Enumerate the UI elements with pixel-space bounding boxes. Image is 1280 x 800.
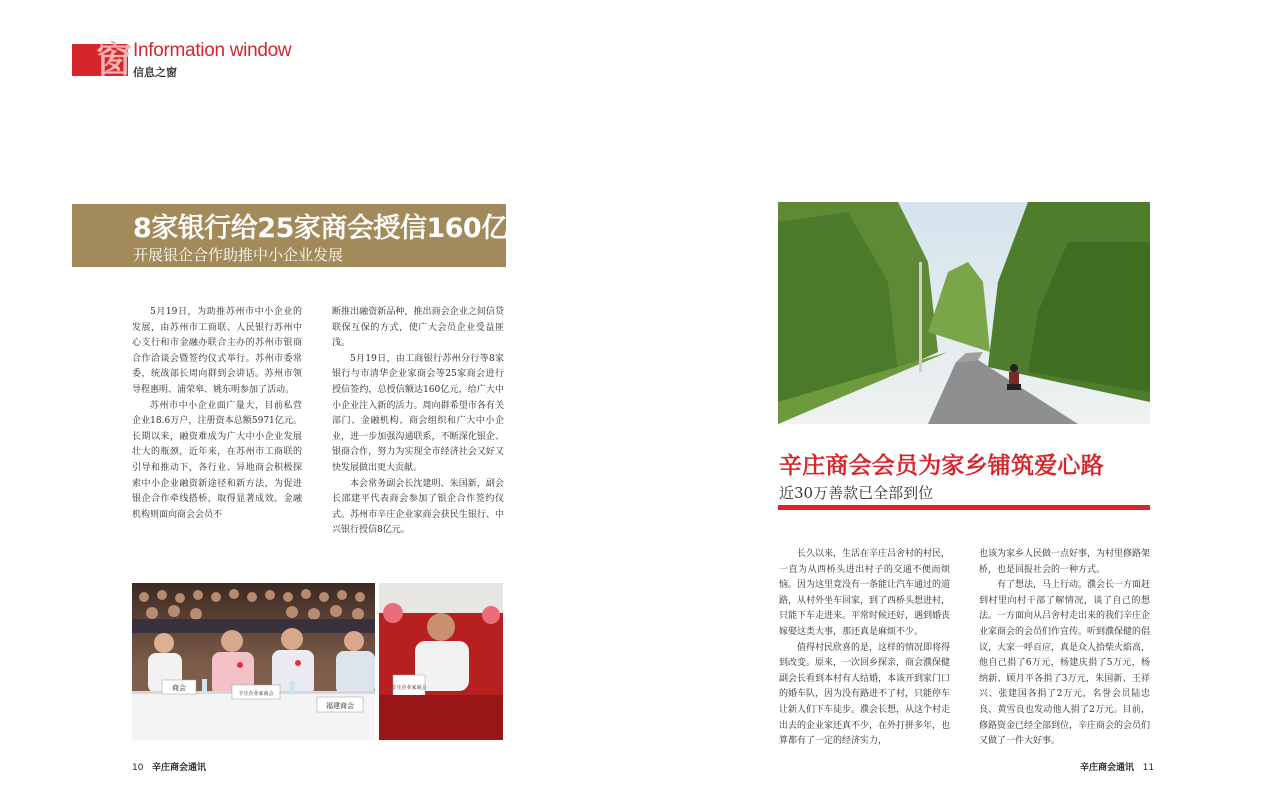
right-article-subtitle: 近30万善款已全部到位 — [779, 484, 934, 502]
paragraph: 5月19日，由工商银行苏州分行等8家银行与市清华企业家商会等25家商会进行授信签约，总授信额达160亿元，给广大中小企业注入新的活力。周向群希望市各有关部门、金融机构、商会组织和广大中小企业，进一步加强沟通联系，不断深化银企、银商合作，努力为实现全市经济社会又好又快发展做出更大贡献。 — [332, 353, 504, 473]
section-title: Information window — [133, 40, 292, 61]
paragraph: 值得村民欣喜的是，这样的情况即将得到改变。原来，一次回乡探亲，商会濮保健副会长看到本村有人结婚，本该开到家门口的婚车队，因为没有路进不了村，只能停车让新人们下车徒步。濮会长想，从这个村走出去的企业家还真不少，在外打拼多年，也算都有了一定的经济实力， — [779, 642, 951, 747]
paragraph: 本会常务副会长沈建明、朱国新，副会长邵建平代表商会参加了银企合作签约仪式。苏州市辛庄企业家商会获民生银行、中兴银行授信8亿元。 — [332, 478, 504, 536]
right-headline-rule — [778, 505, 1150, 510]
village-road-photo — [778, 202, 1150, 424]
left-article-column-1 — [132, 305, 302, 523]
logo-glyph: 窗 — [96, 39, 133, 81]
right-article-column-1 — [779, 547, 950, 750]
paragraph: 也该为家乡人民做一点好事，为村里修路架桥，也是回报社会的一种方式。 — [979, 549, 1151, 575]
paragraph: 长久以来，生活在辛庄吕舍村的村民，一直为从西桥头进出村子的交通不便而烦恼。因为这里竟没有一条能让汽车通过的道路，从村外坐车回家，到了西桥头想进村，只能下车走进来。平常时候还好，遇到婚丧嫁娶这类大事，那还真是麻烦不少。 — [779, 549, 951, 637]
publication-name: 辛庄商会通讯 — [1080, 763, 1135, 773]
nameplate-text: 辛庄企业家商会 — [391, 685, 427, 691]
right-article-column-2 — [979, 547, 1150, 750]
speaker-photo — [379, 583, 503, 740]
meeting-photo — [132, 583, 375, 740]
section-subtitle: 信息之窗 — [133, 66, 177, 79]
left-article-subtitle: 开展银企合作助推中小企业发展 — [133, 246, 344, 264]
page-number: 11 — [1142, 763, 1155, 773]
paragraph: 断推出融资新品种，推出商会企业之间信贷联保互保的方式，使广大会员企业受益匪浅。 — [332, 307, 504, 349]
paragraph: 有了想法，马上行动。濮会长一方面赶到村里向村干部了解情况，谈了自己的想法。一方面向从吕舍村走出来的我们辛庄企业家商会的会员们作宣传。听到濮保健的倡议，大家一呼百应，真是众人拾柴火焰高，他自己捐了6万元，杨建庆捐了5万元，杨纳新、顾月平各捐了3万元，朱国新、王祥兴、张建国各捐了2万元，名誉会员陆忠良、黄雪良也发动他人捐了2万元。目前，修路资金已经全部到位，辛庄商会的会员们又做了一件大好事。 — [979, 580, 1151, 747]
nameplate-text: 福建商会 — [326, 702, 354, 710]
nameplate-text: 商会 — [172, 684, 186, 692]
publication-name: 辛庄商会通讯 — [152, 763, 207, 773]
left-page-footer — [132, 760, 206, 773]
left-article-column-2 — [332, 305, 504, 539]
page-number: 10 — [132, 763, 144, 773]
header-logo-mark — [72, 39, 133, 81]
paragraph: 5月19日，为助推苏州市中小企业的发展，由苏州市工商联、人民银行苏州中心支行和市金融办联合主办的苏州市银商合作洽谈会暨签约仪式举行。苏州市委常委，统战部长周向群到会讲话。苏州市领导程惠明、浦荣皋、姚东明参加了活动。 — [132, 307, 302, 395]
right-page-footer — [1080, 760, 1154, 773]
left-article-title: 8家银行给25家商会授信160亿 — [133, 213, 508, 244]
paragraph: 苏州市中小企业面广量大，目前私营企业18.6万户，注册资本总额5971亿元。长期以来，融资难成为广大中小企业发展壮大的瓶颈，近年来，在苏州市工商联的引导和推动下，各行业、异地商会积极探索中小企业融资新途径和新方法，为促进银企合作牵线搭桥，取得显著成效。金融机构则面向商会会员不 — [132, 400, 302, 520]
right-article-title: 辛庄商会会员为家乡铺筑爱心路 — [779, 453, 1104, 479]
nameplate-text: 辛庄企业家商会 — [238, 691, 274, 697]
